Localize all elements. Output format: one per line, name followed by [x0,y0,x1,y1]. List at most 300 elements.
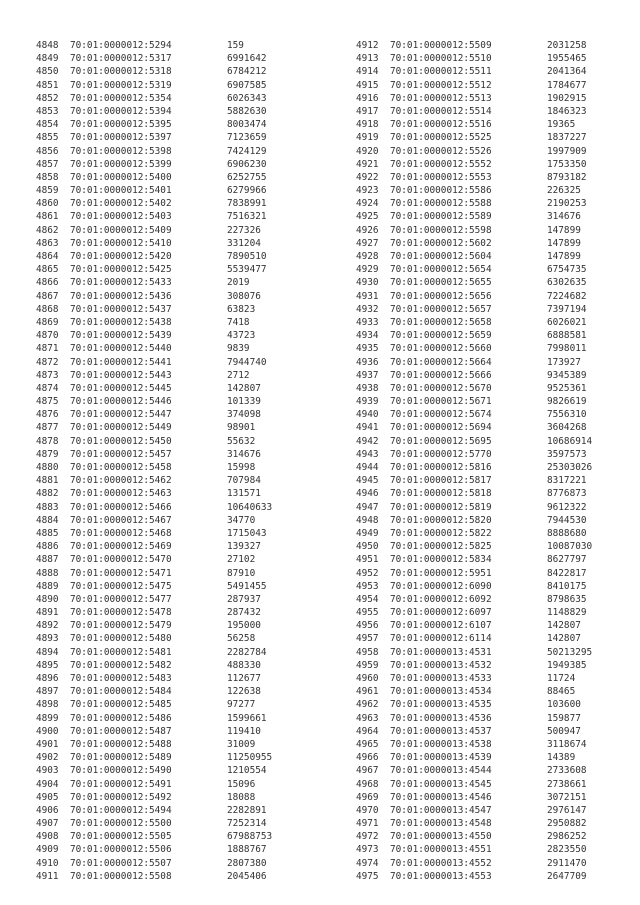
row-value: 101339 [227,396,261,408]
cadastral-number: 70:01:0000012:5397 [70,132,172,144]
table-row [356,303,592,316]
row-number: 4889 [36,580,59,592]
table-row [36,567,272,580]
table-row [36,303,272,316]
table-row [36,870,272,883]
row-number: 4868 [36,303,59,315]
cadastral-number: 70:01:0000013:4536 [390,712,492,724]
cadastral-number: 70:01:0000012:5654 [390,264,492,276]
row-number: 4961 [356,686,379,698]
row-number: 4951 [356,554,379,566]
row-number: 4930 [356,277,379,289]
row-number: 4938 [356,382,379,394]
row-number: 4851 [36,79,59,91]
row-value: 139327 [227,541,261,553]
table-row [356,619,592,632]
row-value: 1210554 [227,765,267,777]
row-value: 97277 [227,699,256,711]
row-number: 4953 [356,580,379,592]
table-row [36,290,272,303]
row-number: 4874 [36,382,59,394]
table-row [356,685,592,698]
row-value: 6026021 [547,316,587,328]
table-row [356,778,592,791]
table-row [356,158,592,171]
row-value: 159877 [547,712,581,724]
row-value: 226325 [547,185,581,197]
row-value: 6888581 [547,330,587,342]
row-number: 4916 [356,92,379,104]
cadastral-number: 70:01:0000013:4535 [390,699,492,711]
cadastral-number: 70:01:0000012:5526 [390,145,492,157]
row-value: 8888680 [547,527,587,539]
row-value: 2738661 [547,778,587,790]
row-value: 8798635 [547,593,587,605]
cadastral-number: 70:01:0000013:4533 [390,673,492,684]
row-number: 4942 [356,435,379,447]
cadastral-number: 70:01:0000012:6107 [390,620,492,632]
table-row [356,118,592,131]
table-row [356,197,592,210]
row-value: 1599661 [227,712,267,724]
row-number: 4954 [356,593,379,605]
row-number: 4947 [356,501,379,513]
table-row [356,369,592,382]
table-row [356,131,592,144]
cadastral-number: 70:01:0000012:5400 [70,171,172,183]
cadastral-number: 70:01:0000012:5819 [390,501,492,513]
table-row [36,606,272,619]
table-row [356,184,592,197]
cadastral-number: 70:01:0000013:4534 [390,686,492,698]
row-number: 4946 [356,488,379,500]
row-number: 4876 [36,409,59,421]
table-row [356,698,592,711]
table-row [356,79,592,92]
table-row [356,52,592,65]
row-number: 4869 [36,316,59,328]
table-row [36,514,272,527]
row-value: 7397194 [547,303,587,315]
row-value: 314676 [547,211,581,223]
cadastral-number: 70:01:0000012:5446 [70,396,172,408]
row-value: 2986252 [547,831,587,843]
cadastral-number: 70:01:0000012:5511 [390,66,492,78]
row-number: 4941 [356,422,379,434]
row-value: 2041364 [547,66,587,78]
cadastral-number: 70:01:0000012:5399 [70,158,172,170]
row-value: 10640633 [227,501,273,513]
cadastral-number: 70:01:0000012:5512 [390,79,492,91]
cadastral-number: 70:01:0000012:5488 [70,738,172,750]
table-row [356,712,592,725]
cadastral-number: 70:01:0000012:5525 [390,132,492,144]
table-row [36,210,272,223]
cadastral-number: 70:01:0000012:5660 [390,343,492,355]
row-value: 9839 [227,343,250,355]
row-value: 8410175 [547,580,587,592]
table-row [356,487,592,500]
cadastral-number: 70:01:0000012:5674 [390,409,492,421]
row-value: 173927 [547,356,581,368]
table-row [356,395,592,408]
row-value: 2950882 [547,818,587,830]
row-value: 103600 [547,699,581,711]
row-value: 5491455 [227,580,267,592]
table-row [36,817,272,830]
table-row [356,514,592,527]
row-value: 6252755 [227,171,267,183]
row-value: 55632 [227,435,256,447]
row-number: 4958 [356,646,379,658]
table-row [356,250,592,263]
table-row [356,356,592,369]
row-number: 4952 [356,567,379,579]
table-row [36,329,272,342]
table-row [356,329,592,342]
table-row [356,435,592,448]
cadastral-number: 70:01:0000012:5834 [390,554,492,566]
row-number: 4935 [356,343,379,355]
row-number: 4863 [36,237,59,249]
row-number: 4894 [36,646,59,658]
row-number: 4859 [36,185,59,197]
table-row [36,698,272,711]
row-value: 142807 [227,382,261,394]
table-row [356,646,592,659]
row-number: 4933 [356,316,379,328]
cadastral-number: 70:01:0000013:4544 [390,765,492,777]
cadastral-number: 70:01:0000012:5505 [70,831,172,843]
cadastral-number: 70:01:0000013:4532 [390,659,492,671]
row-value: 1955465 [547,53,587,65]
row-number: 4911 [36,870,59,882]
row-number: 4945 [356,475,379,487]
table-row [36,145,272,158]
row-number: 4969 [356,791,379,803]
row-value: 5882630 [227,105,267,117]
row-value: 131571 [227,488,261,500]
table-row [36,369,272,382]
cadastral-number: 70:01:0000012:5656 [390,290,492,302]
row-number: 4895 [36,659,59,671]
row-number: 4974 [356,857,379,869]
cadastral-number: 70:01:0000012:5441 [70,356,172,368]
cadastral-number: 70:01:0000012:5401 [70,185,172,197]
row-value: 18088 [227,791,256,803]
row-number: 4885 [36,527,59,539]
row-number: 4962 [356,699,379,711]
cadastral-number: 70:01:0000012:5671 [390,396,492,408]
row-number: 4890 [36,593,59,605]
row-number: 4943 [356,448,379,460]
row-value: 34770 [227,514,256,526]
row-value: 159 [227,40,244,51]
table-row [356,105,592,118]
table-row [356,171,592,184]
table-row [36,448,272,461]
row-number: 4898 [36,699,59,711]
cadastral-number: 70:01:0000012:6092 [390,593,492,605]
row-number: 4965 [356,738,379,750]
row-number: 4884 [36,514,59,526]
table-row [36,672,272,685]
row-value: 314676 [227,448,261,460]
cadastral-number: 70:01:0000012:5604 [390,251,492,262]
cadastral-number: 70:01:0000012:6114 [390,633,492,645]
table-row [36,857,272,870]
row-value: 1846323 [547,105,587,117]
row-value: 1997909 [547,145,587,157]
cadastral-number: 70:01:0000012:5500 [70,818,172,830]
row-number: 4975 [356,870,379,882]
table-row [36,712,272,725]
row-value: 2647709 [547,870,587,882]
row-value: 7123659 [227,132,267,144]
table-row [356,290,592,303]
cadastral-number: 70:01:0000012:5486 [70,712,172,724]
row-number: 4968 [356,778,379,790]
row-number: 4944 [356,462,379,473]
row-value: 19365 [547,119,576,131]
cadastral-number: 70:01:0000012:5589 [390,211,492,223]
row-number: 4917 [356,105,379,117]
row-value: 15096 [227,778,256,790]
cadastral-number: 70:01:0000012:5507 [70,857,172,869]
table-row [356,382,592,395]
cadastral-number: 70:01:0000012:6097 [390,607,492,619]
table-row [356,659,592,672]
row-number: 4915 [356,79,379,91]
table-row [356,725,592,738]
row-value: 8627797 [547,554,587,566]
cadastral-number: 70:01:0000012:5659 [390,330,492,342]
row-value: 9612322 [547,501,587,513]
row-value: 6784212 [227,66,267,78]
cadastral-number: 70:01:0000012:5294 [70,40,172,51]
row-number: 4927 [356,237,379,249]
row-value: 119410 [227,725,261,737]
table-row [36,632,272,645]
cadastral-number: 70:01:0000012:5487 [70,725,172,737]
table-row [356,501,592,514]
cadastral-number: 70:01:0000012:5449 [70,422,172,434]
table-row [356,751,592,764]
cadastral-number: 70:01:0000012:5402 [70,198,172,210]
table-row [356,210,592,223]
table-row [36,184,272,197]
cadastral-number: 70:01:0000012:5395 [70,119,172,131]
cadastral-number: 70:01:0000012:5492 [70,791,172,803]
cadastral-number: 70:01:0000012:5602 [390,237,492,249]
row-number: 4928 [356,251,379,262]
row-value: 2282891 [227,804,267,816]
row-value: 2019 [227,277,250,289]
row-value: 6991642 [227,53,267,65]
row-value: 63823 [227,303,256,315]
table-row [356,145,592,158]
row-number: 4902 [36,752,59,764]
table-row [356,408,592,421]
table-row [36,39,272,52]
row-value: 3604268 [547,422,587,434]
row-value: 1148829 [547,607,587,619]
table-row [356,316,592,329]
row-value: 7890510 [227,251,267,262]
row-number: 4883 [36,501,59,513]
cadastral-number: 70:01:0000012:5436 [70,290,172,302]
table-row [36,197,272,210]
table-row [36,158,272,171]
row-number: 4919 [356,132,379,144]
cadastral-number: 70:01:0000012:5437 [70,303,172,315]
table-row [356,448,592,461]
cadastral-number: 70:01:0000012:5489 [70,752,172,764]
cadastral-number: 70:01:0000012:5588 [390,198,492,210]
table-row [36,830,272,843]
cadastral-number: 70:01:0000012:5509 [390,40,492,51]
table-row [356,738,592,751]
row-value: 7252314 [227,818,267,830]
table-row [356,593,592,606]
row-number: 4960 [356,673,379,684]
row-value: 15998 [227,462,256,473]
row-number: 4892 [36,620,59,632]
cadastral-number: 70:01:0000012:5479 [70,620,172,632]
table-row [356,527,592,540]
cadastral-number: 70:01:0000012:5403 [70,211,172,223]
table-row [36,474,272,487]
row-value: 6026343 [227,92,267,104]
row-value: 98901 [227,422,256,434]
table-row [36,487,272,500]
row-value: 3072151 [547,791,587,803]
table-row [356,224,592,237]
table-row [356,804,592,817]
table-row [356,276,592,289]
cadastral-number: 70:01:0000012:5822 [390,527,492,539]
row-value: 2712 [227,369,250,381]
table-row [36,527,272,540]
row-number: 4860 [36,198,59,210]
cadastral-number: 70:01:0000012:5457 [70,448,172,460]
cadastral-number: 70:01:0000012:5658 [390,316,492,328]
table-row [36,263,272,276]
cadastral-number: 70:01:0000012:5450 [70,435,172,447]
cadastral-number: 70:01:0000012:5425 [70,264,172,276]
row-number: 4909 [36,844,59,856]
row-value: 2045406 [227,870,267,882]
table-row [36,276,272,289]
row-number: 4907 [36,818,59,830]
row-number: 4867 [36,290,59,302]
table-row [36,421,272,434]
row-value: 7944740 [227,356,267,368]
cadastral-number: 70:01:0000012:5491 [70,778,172,790]
row-number: 4959 [356,659,379,671]
row-value: 67988753 [227,831,273,843]
row-value: 147899 [547,237,581,249]
cadastral-number: 70:01:0000012:5513 [390,92,492,104]
row-number: 4856 [36,145,59,157]
row-number: 4875 [36,396,59,408]
row-number: 4877 [36,422,59,434]
row-value: 2031258 [547,40,587,51]
row-number: 4886 [36,541,59,553]
row-value: 7944530 [547,514,587,526]
row-number: 4926 [356,224,379,236]
cadastral-number: 70:01:0000012:5468 [70,527,172,539]
cadastral-number: 70:01:0000012:5317 [70,53,172,65]
row-value: 11250955 [227,752,273,764]
table-row [36,316,272,329]
row-number: 4966 [356,752,379,764]
table-row [356,263,592,276]
row-number: 4850 [36,66,59,78]
cadastral-number: 70:01:0000012:5470 [70,554,172,566]
row-value: 6302635 [547,277,587,289]
cadastral-number: 70:01:0000012:5490 [70,765,172,777]
row-number: 4971 [356,818,379,830]
table-row [36,778,272,791]
row-value: 8317221 [547,475,587,487]
cadastral-number: 70:01:0000012:5820 [390,514,492,526]
row-value: 308076 [227,290,261,302]
table-row [36,725,272,738]
table-row [36,461,272,474]
row-value: 11724 [547,673,576,684]
row-value: 7424129 [227,145,267,157]
row-number: 4973 [356,844,379,856]
row-value: 488330 [227,659,261,671]
row-number: 4918 [356,119,379,131]
cadastral-number: 70:01:0000012:5951 [390,567,492,579]
row-number: 4854 [36,119,59,131]
table-row [356,65,592,78]
row-value: 331204 [227,237,261,249]
row-number: 4900 [36,725,59,737]
table-row [36,646,272,659]
cadastral-number: 70:01:0000012:5478 [70,607,172,619]
row-number: 4882 [36,488,59,500]
table-row [36,382,272,395]
row-number: 4858 [36,171,59,183]
table-row [36,92,272,105]
cadastral-number: 70:01:0000012:5467 [70,514,172,526]
row-value: 8793182 [547,171,587,183]
table-row [36,764,272,777]
row-value: 1784677 [547,79,587,91]
row-number: 4880 [36,462,59,473]
table-row [36,553,272,566]
table-row [36,52,272,65]
row-number: 4899 [36,712,59,724]
cadastral-number: 70:01:0000012:5458 [70,462,172,473]
table-row [356,342,592,355]
table-row [36,395,272,408]
cadastral-number: 70:01:0000012:5694 [390,422,492,434]
cadastral-number: 70:01:0000012:5666 [390,369,492,381]
table-row [36,131,272,144]
cadastral-number: 70:01:0000012:5770 [390,448,492,460]
row-number: 4879 [36,448,59,460]
row-value: 10087030 [547,541,593,553]
cadastral-number: 70:01:0000012:5447 [70,409,172,421]
table-row [36,171,272,184]
row-number: 4921 [356,158,379,170]
cadastral-number: 70:01:0000013:4538 [390,738,492,750]
row-value: 14389 [547,752,576,764]
